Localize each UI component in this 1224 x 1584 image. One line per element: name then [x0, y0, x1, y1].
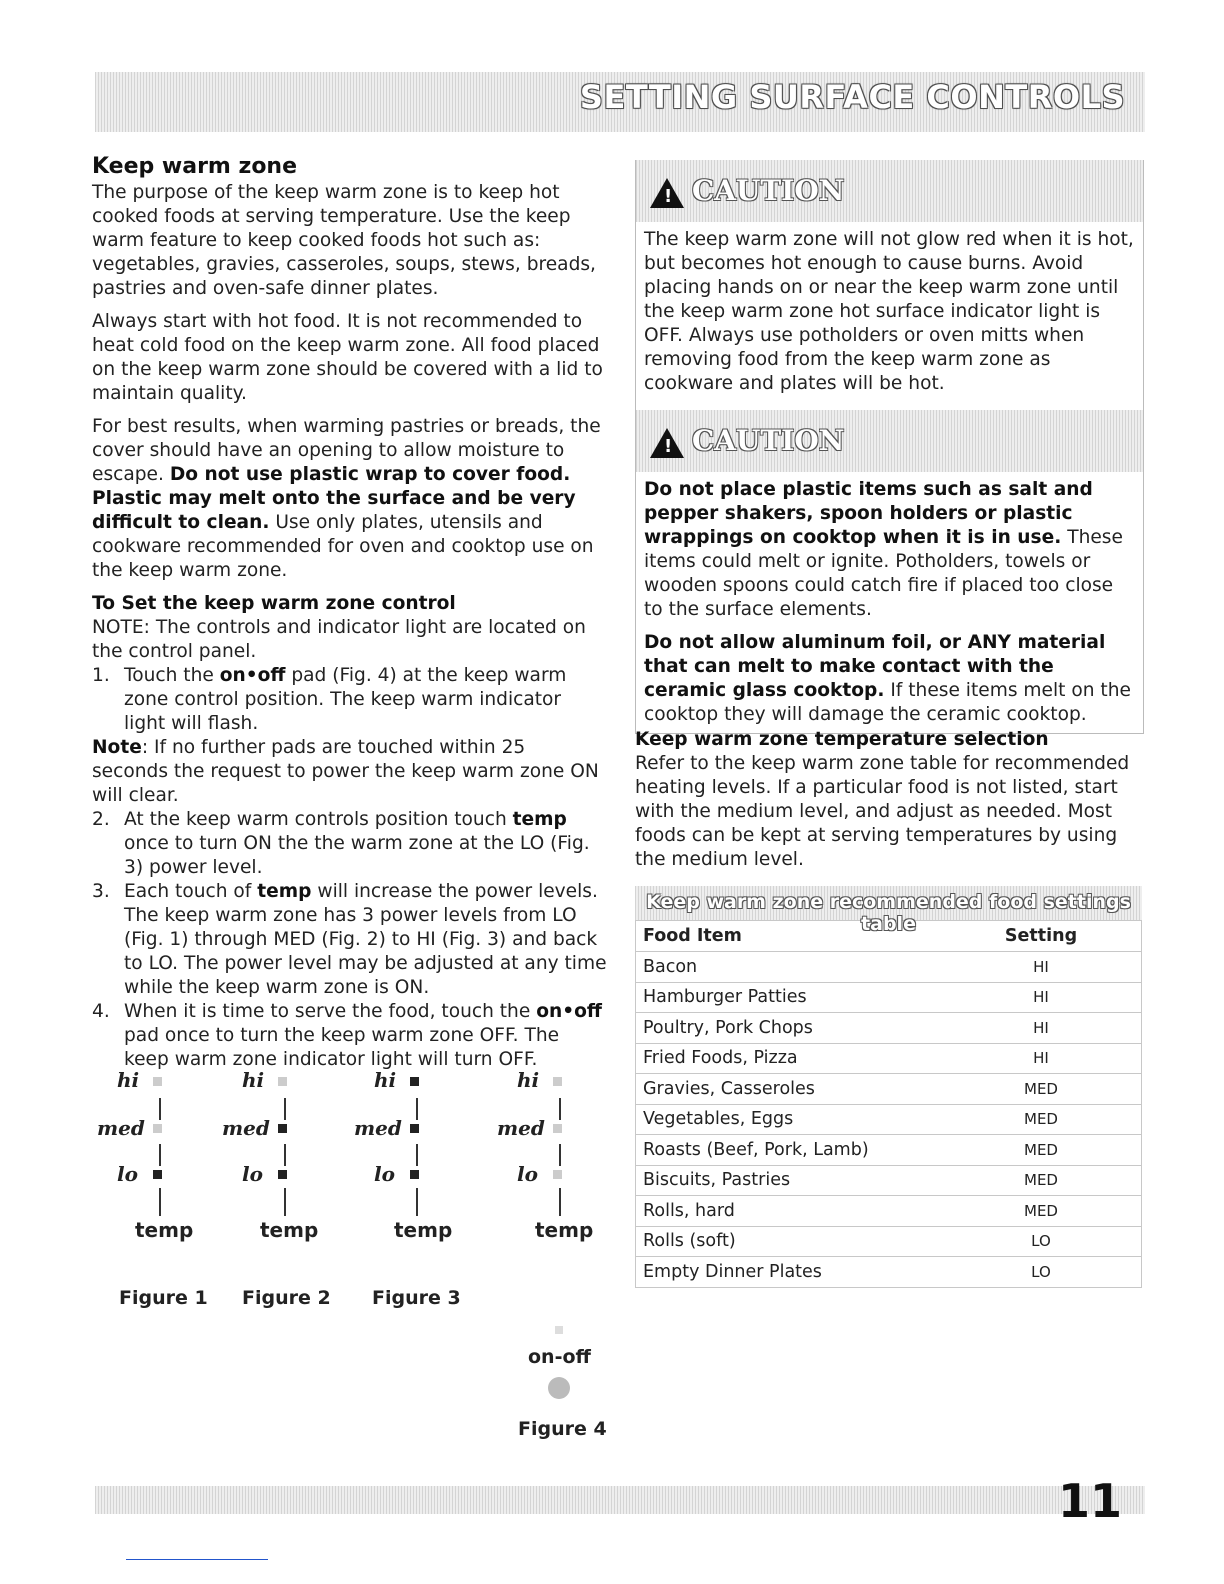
food-item: Rolls (soft) — [643, 1231, 736, 1252]
temp-label: temp — [394, 1218, 453, 1242]
connector — [159, 1098, 161, 1120]
step-number: 4. — [92, 1001, 110, 1022]
hi-label: hi — [517, 1068, 540, 1092]
table-row — [635, 1044, 1142, 1075]
text: Use only plates, utensils and cookware recommended for oven and cooktop use on the keep warm zone. — [92, 512, 594, 581]
onoff-term: on•off — [219, 665, 286, 686]
step-number: 2. — [92, 809, 110, 830]
connector — [284, 1098, 286, 1120]
connector — [416, 1188, 418, 1216]
text: pad (Fig. 4) at the keep warm zone control position. The keep warm indicator light will flash. — [124, 665, 567, 734]
figure-2-caption: Figure 2 — [242, 1287, 331, 1309]
onoff-term: on•off — [536, 1001, 602, 1022]
table-row — [635, 1227, 1142, 1258]
figure-off-diagram — [495, 1068, 605, 1248]
connector — [159, 1188, 161, 1216]
med-indicator-off — [153, 1124, 162, 1133]
hot-food-paragraph: Always start with hot food. It is not recommended to heat cold food on the keep warm zone. All food placed on the keep warm zone should be covered with a lid to maintain quality. — [92, 311, 603, 404]
hi-indicator-off — [153, 1077, 162, 1086]
caution-label: CAUTION — [692, 174, 845, 207]
warning-text: Do not allow aluminum foil, or ANY material that can melt to make contact with the ceramic glass cooktop. — [644, 632, 1106, 701]
connector — [159, 1144, 161, 1166]
hi-indicator-off — [553, 1077, 562, 1086]
step-number: 1. — [92, 665, 110, 686]
lo-indicator-on — [410, 1170, 419, 1179]
food-item: Rolls, hard — [643, 1200, 735, 1221]
table-row — [635, 1105, 1142, 1136]
food-settings-table — [635, 886, 1142, 1288]
foil-warning — [644, 631, 1135, 727]
food-item: Empty Dinner Plates — [643, 1261, 822, 1282]
text: These items could melt or ignite. Potholders, towels or wooden spoons could catch fire if placed too close to the surface elements. — [644, 527, 1123, 620]
lo-indicator-off — [553, 1170, 562, 1179]
section-title: SETTING SURFACE CONTROLS — [579, 78, 1125, 116]
temp-label: temp — [535, 1218, 594, 1242]
plastic-warning — [644, 478, 1135, 622]
header-band — [95, 72, 1145, 132]
connector — [416, 1144, 418, 1166]
setting: HI — [1033, 1018, 1049, 1037]
keep-warm-heading: Keep warm zone — [92, 154, 298, 179]
lo-label: lo — [242, 1162, 263, 1186]
figure-4-caption: Figure 4 — [518, 1418, 607, 1440]
text: pad once to turn the keep warm zone OFF. The keep warm zone indicator light will turn OFF. — [124, 1025, 560, 1070]
text: once to turn ON the the warm zone at the LO (Fig. 3) power level. — [124, 833, 590, 878]
text: will increase the power levels. The keep warm zone has 3 power levels from LO (Fig. 1) through MED (Fig. 2) to HI (Fig. 3) and back to LO. The power level may be adjusted at any time while the keep warm zone is ON. — [124, 881, 607, 998]
text: : If no further pads are touched within 25 seconds the request to power the keep warm zone ON will clear. — [92, 737, 599, 806]
table-row — [635, 1166, 1142, 1197]
caution-header — [636, 160, 1143, 222]
link-underline — [126, 1559, 268, 1560]
best-results-paragraph — [92, 415, 607, 583]
med-label: med — [497, 1116, 545, 1140]
caution-body — [636, 472, 1143, 733]
table-row — [635, 1135, 1142, 1166]
lo-indicator-on — [278, 1170, 287, 1179]
figure-3-caption: Figure 3 — [372, 1287, 461, 1309]
figure-2-diagram — [220, 1068, 330, 1248]
step-4 — [92, 1000, 607, 1072]
connector — [559, 1144, 561, 1166]
warning-triangle-icon: ! — [650, 428, 684, 458]
onoff-label: on-off — [528, 1346, 591, 1368]
setting: LO — [1031, 1262, 1051, 1281]
text: For best results, when warming pastries or breads, the cover should have an opening to allow moisture to escape. — [92, 416, 601, 485]
temp-term: temp — [257, 881, 312, 902]
food-item: Gravies, Casseroles — [643, 1078, 815, 1099]
caution-label: CAUTION — [692, 424, 845, 457]
steps-list — [92, 664, 607, 736]
onoff-pad-icon — [548, 1377, 570, 1399]
table-row — [635, 952, 1142, 983]
note-top: NOTE: The controls and indicator light are located on the control panel. — [92, 617, 586, 662]
table-row — [635, 1013, 1142, 1044]
food-item: Biscuits, Pastries — [643, 1170, 791, 1191]
step-number: 3. — [92, 881, 110, 902]
table-row — [635, 1074, 1142, 1105]
note-25-seconds — [92, 736, 607, 808]
hi-label: hi — [117, 1068, 140, 1092]
warning-triangle-icon: ! — [650, 178, 684, 208]
step-2 — [92, 808, 607, 880]
selection-heading: Keep warm zone temperature selection — [635, 729, 1049, 750]
caution-text: The keep warm zone will not glow red when it is hot, but becomes hot enough to cause burns. Avoid placing hands on or near the keep warm zone until the keep warm zone hot surface indicator light is OFF. Always use potholders or oven mitts when removing food from the keep warm zone as cookware and plates will be hot. — [644, 229, 1134, 394]
warning-text: Do not place plastic items such as salt and pepper shakers, spoon holders or plastic wrappings on cooktop when it is in use. — [644, 479, 1093, 548]
med-indicator-on — [278, 1124, 287, 1133]
figure-1-diagram — [95, 1068, 205, 1248]
med-label: med — [354, 1116, 402, 1140]
text: If these items melt on the cooktop they will damage the ceramic cooktop. — [644, 680, 1131, 725]
table-title-bar — [635, 886, 1142, 935]
footer-band — [95, 1486, 1145, 1514]
setting: LO — [1031, 1232, 1051, 1251]
connector — [284, 1144, 286, 1166]
steps-list-continued — [92, 808, 607, 1072]
set-control-heading: To Set the keep warm zone control — [92, 593, 456, 614]
food-item: Roasts (Beef, Pork, Lamb) — [643, 1139, 869, 1160]
connector — [559, 1098, 561, 1120]
text: Touch the — [124, 665, 220, 686]
setting: MED — [1024, 1140, 1058, 1159]
step-3 — [92, 880, 607, 1000]
med-indicator-on — [410, 1124, 419, 1133]
caution-body — [636, 222, 1143, 411]
hi-indicator-on — [410, 1077, 419, 1086]
food-item: Bacon — [643, 956, 698, 977]
setting-header: Setting — [1004, 926, 1078, 946]
temp-term: temp — [512, 809, 567, 830]
setting: HI — [1033, 988, 1049, 1007]
note-label: Note — [92, 737, 142, 758]
connector — [559, 1188, 561, 1216]
purpose-paragraph: The purpose of the keep warm zone is to keep hot cooked foods at serving temperature. Use the keep warm feature to keep cooked foods hot such as: vegetables, gravies, casseroles, soups, stews, breads, pastries and oven-safe dinner plates. — [92, 182, 596, 299]
connector — [284, 1188, 286, 1216]
setting: MED — [1024, 1201, 1058, 1220]
onoff-indicator-off — [555, 1326, 563, 1334]
food-item: Hamburger Patties — [643, 987, 807, 1008]
hi-label: hi — [242, 1068, 265, 1092]
food-item-header: Food Item — [643, 926, 742, 946]
left-column — [92, 155, 607, 1072]
temperature-selection — [635, 728, 1140, 872]
caution-box-1 — [635, 160, 1144, 412]
table-row — [635, 1196, 1142, 1227]
caution-header — [636, 410, 1143, 472]
table-title: Keep warm zone recommended food settings table — [646, 891, 1131, 935]
lo-label: lo — [117, 1162, 138, 1186]
med-label: med — [97, 1116, 145, 1140]
text: Each touch of — [124, 881, 258, 902]
lo-indicator-on — [153, 1170, 162, 1179]
figure-1-caption: Figure 1 — [119, 1287, 208, 1309]
setting: HI — [1033, 1049, 1049, 1068]
temp-label: temp — [260, 1218, 319, 1242]
text: When it is time to serve the food, touch the — [124, 1001, 537, 1022]
food-item: Vegetables, Eggs — [643, 1109, 794, 1130]
med-label: med — [222, 1116, 270, 1140]
temp-label: temp — [135, 1218, 194, 1242]
med-indicator-off — [553, 1124, 562, 1133]
selection-text: Refer to the keep warm zone table for recommended heating levels. If a particular food is not listed, start with the medium level, and adjust as needed. Most foods can be kept at serving temperatures by using the medium level. — [635, 753, 1130, 870]
lo-label: lo — [374, 1162, 395, 1186]
setting: MED — [1024, 1079, 1058, 1098]
lo-label: lo — [517, 1162, 538, 1186]
setting: MED — [1024, 1171, 1058, 1190]
connector — [416, 1098, 418, 1120]
food-item: Poultry, Pork Chops — [643, 1017, 813, 1038]
page-number: 11 — [1057, 1474, 1122, 1528]
setting: MED — [1024, 1110, 1058, 1129]
hi-indicator-off — [278, 1077, 287, 1086]
warning-text: Do not use plastic wrap to cover food. Plastic may melt onto the surface and be very difficult to clean. — [92, 464, 576, 533]
food-item: Fried Foods, Pizza — [643, 1048, 798, 1069]
step-1 — [92, 664, 607, 736]
table-row — [635, 983, 1142, 1014]
caution-box-2 — [635, 410, 1144, 734]
text: At the keep warm controls position touch — [124, 809, 513, 830]
figure-3-diagram — [352, 1068, 462, 1248]
setting: HI — [1033, 957, 1049, 976]
table-row — [635, 1257, 1142, 1288]
hi-label: hi — [374, 1068, 397, 1092]
